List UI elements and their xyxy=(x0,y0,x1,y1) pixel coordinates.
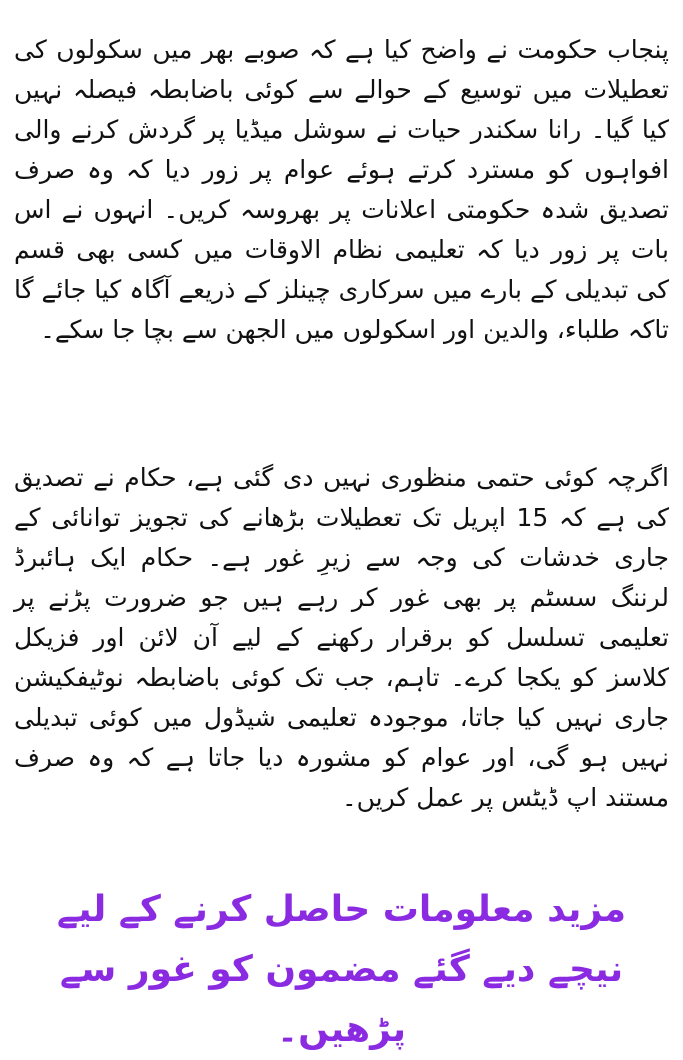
article-paragraph-1: پنجاب حکومت نے واضح کیا ہے کہ صوبے بھر میں سکولوں کی تعطیلات میں توسیع کے حوالے سے کوئی باضابطہ فیصلہ نہیں کیا گیا۔ رانا سکندر حیات نے سوشل میڈیا پر گردش کرنے والی افواہوں کو مسترد کرتے ہوئے عوام پر زور دیا کہ وہ صرف تصدیق شدہ حکومتی اعلانات پر بھروسہ کریں۔ انہوں نے اس بات پر زور دیا کہ تعلیمی نظام الاوقات میں کسی بھی قسم کی تبدیلی کے بارے میں سرکاری چینلز کے ذریعے آگاہ کیا جائے گا تاکہ طلباء، والدین اور اسکولوں میں الجھن سے بچا جا سکے۔ xyxy=(14,35,669,344)
call-to-action-text: مزید معلومات حاصل کرنے کے لیے نیچے دیے گئے مضمون کو غور سے پڑھیں۔ xyxy=(56,889,627,1050)
article-paragraph-2: اگرچہ کوئی حتمی منظوری نہیں دی گئی ہے، حکام نے تصدیق کی ہے کہ 15 اپریل تک تعطیلات بڑھانے کی تجویز توانائی کے جاری خدشات کی وجہ سے زیرِ غور ہے۔ حکام ایک ہائبرڈ لرننگ سسٹم پر بھی غور کر رہے ہیں جو ضرورت پڑنے پر تعلیمی تسلسل کو برقرار رکھنے کے لیے آن لائن اور فزیکل کلاسز کو یکجا کرے۔ تاہم، جب تک کوئی باضابطہ نوٹیفکیشن جاری نہیں کیا جاتا، موجودہ تعلیمی شیڈول میں کوئی تبدیلی نہیں ہو گی، اور عوام کو مشورہ دیا جاتا ہے کہ وہ صرف مستند اپ ڈیٹس پر عمل کریں۔ xyxy=(14,463,669,812)
